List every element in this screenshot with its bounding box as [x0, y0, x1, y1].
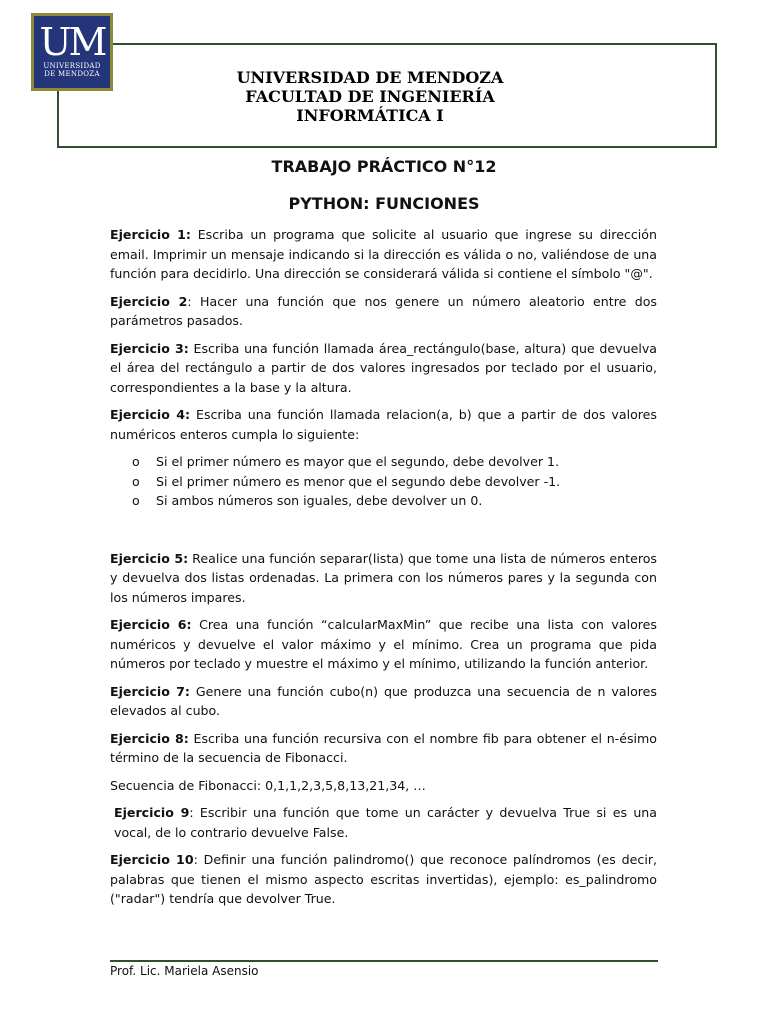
- exercise-label: Ejercicio 4:: [110, 407, 191, 422]
- exercise-text: Escriba un programa que solicite al usuario que ingrese su dirección email. Imprimir un mensaje indicando si la dirección es válida o no, valiéndose de una función para decidirlo. Una dirección se considerará válida si contiene el símbolo "@".: [110, 227, 657, 281]
- list-item: [132, 452, 657, 472]
- exercise-label: Ejercicio 3:: [110, 340, 189, 356]
- exercise-label: Ejercicio 8:: [110, 730, 189, 746]
- document-subtitle: PYTHON: FUNCIONES: [288, 194, 480, 213]
- bullet-icon: o: [132, 493, 140, 508]
- list-item-text: Si el primer número es menor que el segundo debe devolver -1.: [156, 473, 561, 489]
- exercise-text: Crea una función “calcularMaxMin” que recibe una lista con valores numéricos y devuelve el valor máximo y el mínimo. Crea un programa que pida números por teclado y muestre el máximo y el mínimo, utilizando la función anterior.: [110, 617, 657, 671]
- exercise-1: [110, 225, 657, 284]
- logo-text-line1: UNIVERSIDAD: [43, 62, 101, 70]
- exercise-label: Ejercicio 6:: [110, 617, 192, 632]
- exercise-text: : Hacer una función que nos genere un número aleatorio entre dos parámetros pasados.: [110, 293, 657, 328]
- exercise-text: Escriba una función llamada relacion(a, b) que a partir de dos valores numéricos enteros cumpla lo siguiente:: [110, 407, 657, 442]
- exercise-label: Ejercicio 9: [114, 805, 190, 820]
- list-item-text: Si ambos números son iguales, debe devolver un 0.: [156, 493, 483, 508]
- exercise-9: [110, 803, 657, 842]
- exercise-8: [110, 729, 657, 768]
- university-name: UNIVERSIDAD DE MENDOZA: [236, 68, 504, 87]
- exercise-6: [110, 615, 657, 674]
- exercise-2: [110, 292, 657, 331]
- list-item: [132, 491, 657, 511]
- exercise-10: [110, 850, 657, 909]
- document-title: TRABAJO PRÁCTICO N°12: [271, 157, 497, 176]
- exercise-label: Ejercicio 5:: [110, 550, 189, 566]
- exercise-label: Ejercicio 1:: [110, 227, 191, 242]
- exercise-label: Ejercicio 10: [110, 852, 194, 867]
- exercise-label: Ejercicio 2: [110, 293, 188, 309]
- logo-text-line2: DE MENDOZA: [44, 70, 100, 78]
- university-logo: [31, 13, 113, 91]
- exercise-text: Genere una función cubo(n) que produzca una secuencia de n valores elevados al cubo.: [110, 683, 657, 718]
- exercise-4-options: [110, 452, 657, 511]
- exercise-3: [110, 339, 657, 398]
- bullet-icon: o: [132, 454, 140, 469]
- footer-divider: [110, 960, 658, 962]
- footer-author: Prof. Lic. Mariela Asensio: [110, 964, 259, 978]
- exercise-label: Ejercicio 7:: [110, 683, 190, 699]
- header-titles: [120, 68, 620, 125]
- fibonacci-sequence: Secuencia de Fibonacci: 0,1,1,2,3,5,8,13,21,34, …: [110, 777, 426, 793]
- faculty-name: FACULTAD DE INGENIERÍA: [245, 87, 495, 106]
- bullet-icon: o: [132, 473, 140, 489]
- exercise-4: [110, 405, 657, 444]
- list-item: [132, 472, 657, 492]
- exercise-text: Realice una función separar(lista) que tome una lista de números enteros y devuelva dos listas ordenadas. La primera con los números pares y la segunda con los números impares.: [110, 550, 657, 605]
- exercise-7: [110, 682, 657, 721]
- exercise-text: Escriba una función recursiva con el nombre fib para obtener el n-ésimo término de la secuencia de Fibonacci.: [110, 730, 658, 765]
- exercise-text: : Definir una función palindromo() que reconoce palíndromos (es decir, palabras que tienen el mismo aspecto escritas invertidas), ejemplo: es_palindromo ("radar") tendría que devolver True.: [110, 852, 657, 906]
- exercise-5: [110, 549, 657, 608]
- spacer: [110, 519, 657, 549]
- course-name: INFORMÁTICA I: [296, 106, 444, 125]
- exercise-text: : Escribir una función que tome un carácter y devuelva True si es una vocal, de lo contrario devuelve False.: [114, 805, 657, 840]
- exercise-text: Escriba una función llamada área_rectángulo(base, altura) que devuelva el área del rectángulo a partir de dos valores ingresados por teclado por el usuario, correspondientes a la base y la altura.: [110, 340, 657, 395]
- list-item-text: Si el primer número es mayor que el segundo, debe devolver 1.: [156, 454, 560, 469]
- exercise-list: [110, 225, 657, 917]
- logo-mark: UM: [39, 20, 105, 64]
